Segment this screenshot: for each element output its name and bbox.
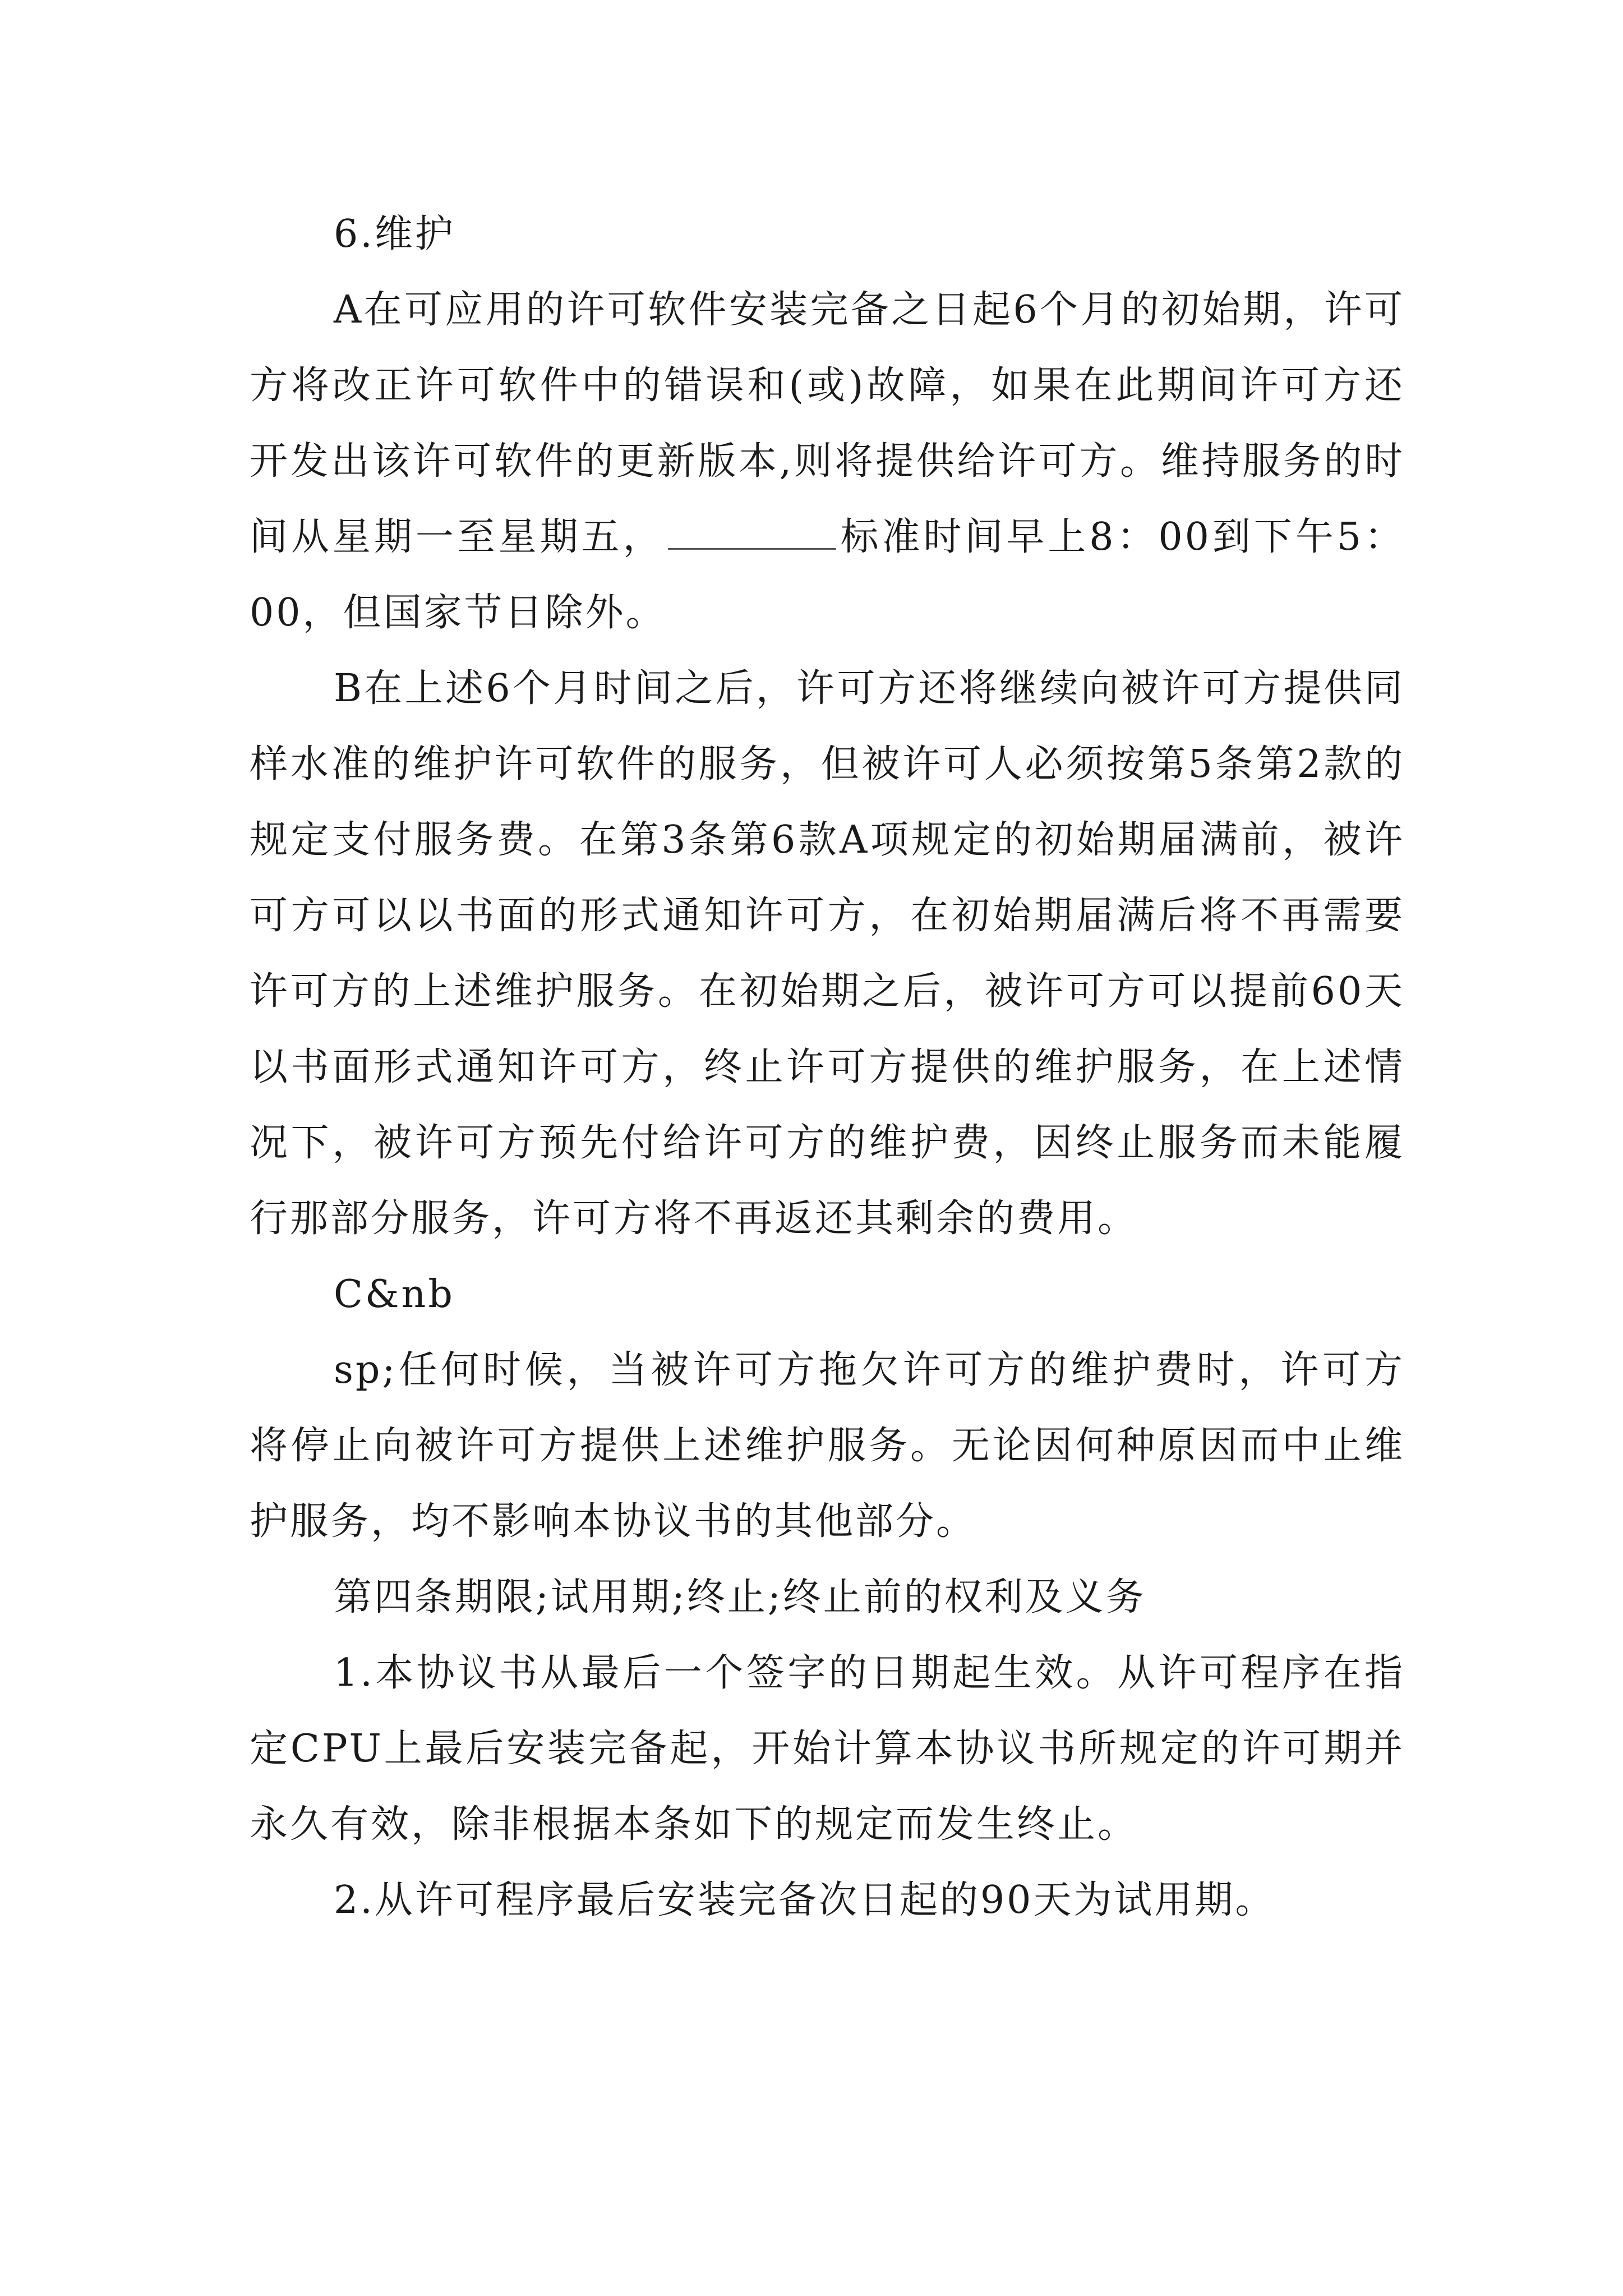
paragraph-clause-a xyxy=(250,272,1405,651)
document-body xyxy=(250,196,1405,1938)
section-heading-article-4: 第四条期限;试用期;终止;终止前的权利及义务 xyxy=(334,1575,1146,1619)
paragraph-clause-b: B在上述6个月时间之后，许可方还将继续向被许可方提供同样水准的维护许可软件的服务，但被许可人必须按第5条第2款的规定支付服务费。在第3条第6款A项规定的初始期届满前，被许可方可以以书面的形式通知许可方，在初始期届满后将不再需要许可方的上述维护服务。在初始期之后，被许可方可以提前60天以书面形式通知许可方，终止许可方提供的维护服务，在上述情况下，被许可方预先付给许可方的维护费，因终止服务而未能履行那部分服务，许可方将不再返还其剩余的费用。 xyxy=(250,666,1405,1241)
clause-a-text: A在可应用的许可软件安装完备之日起6个月的初始期，许可方将改正许可软件中的错误和(或)故障，如果在此期间许可方还开发出该许可软件的更新版本,则将提供给许可方。维持服务的时间从星期一至星期五， xyxy=(250,288,1405,559)
paragraph-clause-c-label: C&nb xyxy=(334,1272,455,1317)
paragraph-article-4-item-1: 1.本协议书从最后一个签字的日期起生效。从许可程序在指定CPU上最后安装完备起，开始计算本协议书所规定的许可期并永久有效，除非根据本条如下的规定而发生终止。 xyxy=(250,1651,1405,1847)
paragraph-article-4-item-2: 2.从许可程序最后安装完备次日起的90天为试用期。 xyxy=(334,1878,1276,1922)
fill-in-blank xyxy=(668,509,836,550)
clause-a-text-continued: 标准时间早上8：00到下午5：00，但国家节日除外。 xyxy=(250,515,1405,635)
section-heading-maintenance: 6.维护 xyxy=(334,212,455,256)
paragraph-clause-c: sp;任何时候，当被许可方拖欠许可方的维护费时，许可方将停止向被许可方提供上述维护服务。无论因何种原因而中止维护服务，均不影响本协议书的其他部分。 xyxy=(250,1348,1405,1544)
